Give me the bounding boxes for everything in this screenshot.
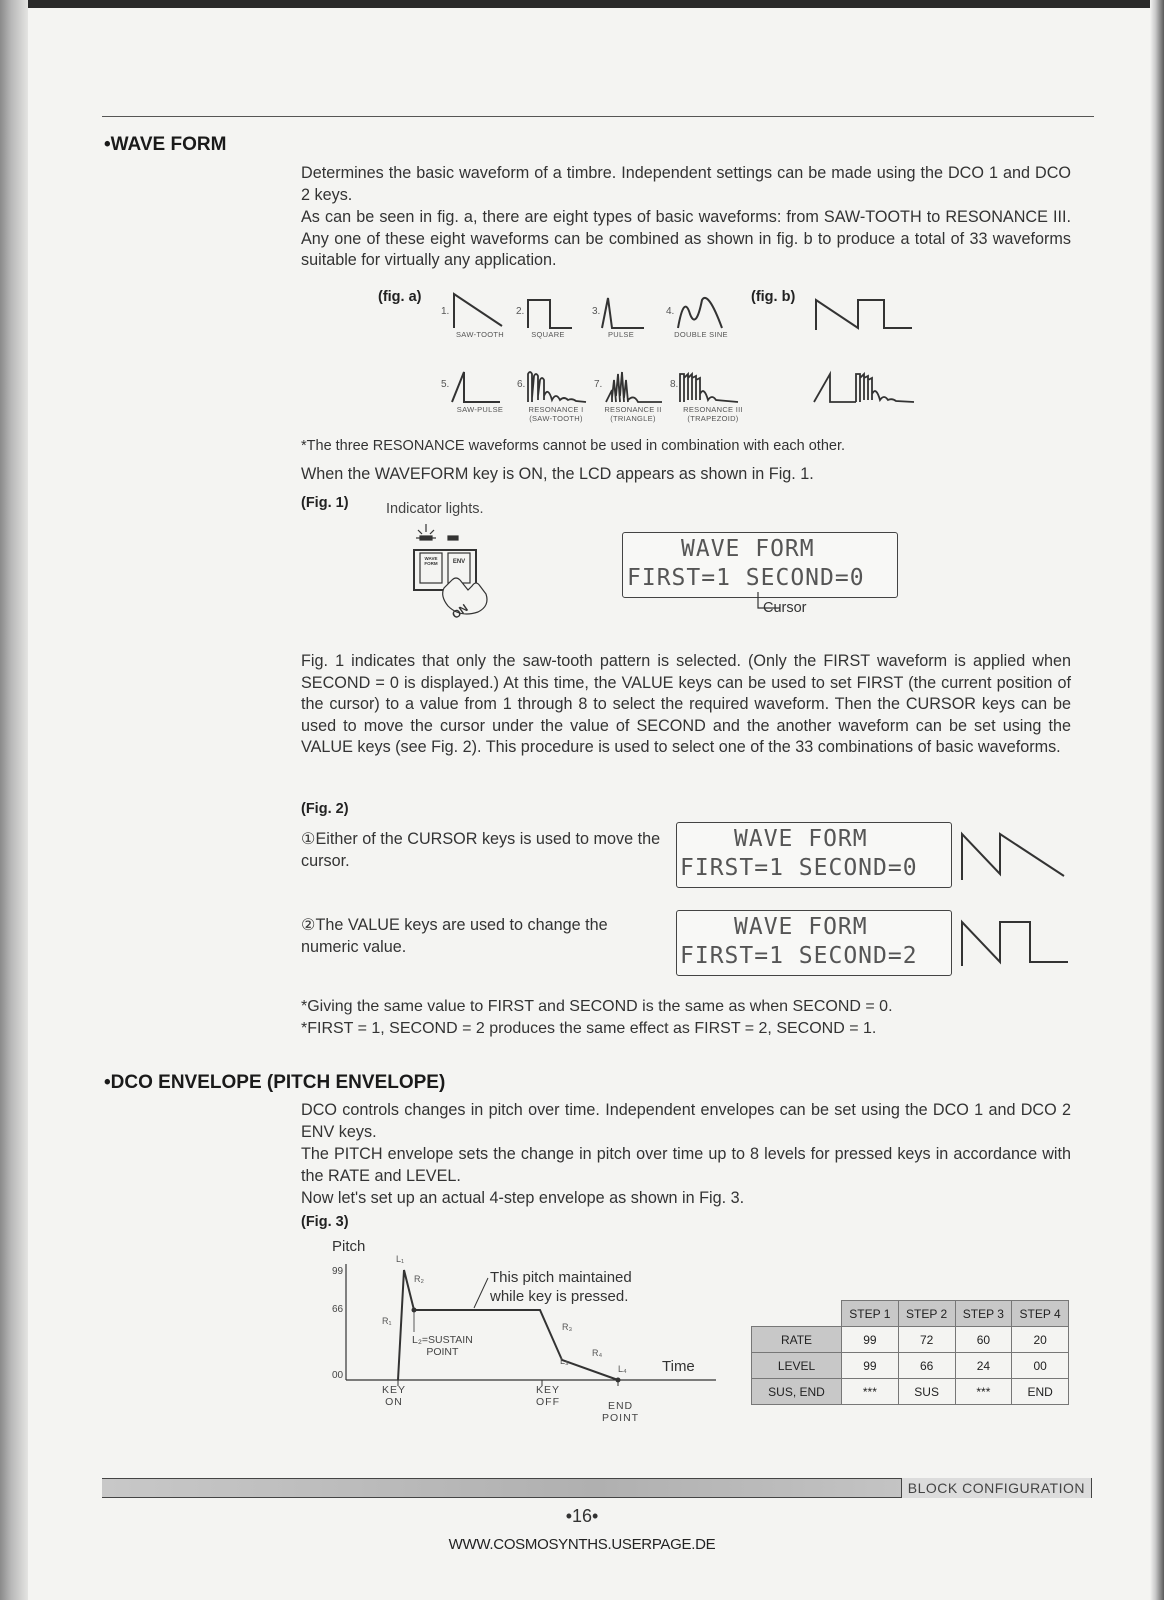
waveform-3-caption: PULSE	[607, 330, 635, 339]
waveform-2-caption: SQUARE	[531, 330, 565, 339]
saw-square-result-waveform-icon	[960, 918, 1070, 968]
table-header-cell: STEP 1	[842, 1301, 899, 1327]
page-left-shadow	[0, 0, 28, 1600]
dco-envelope-heading: •DCO ENVELOPE (PITCH ENVELOPE)	[104, 1072, 446, 1093]
table-header-row	[752, 1301, 1069, 1327]
waveform-8-caption-line2: (TRAPEZOID)	[687, 414, 739, 423]
waveform-1-number: 1.	[441, 306, 450, 317]
fig-1-label: (Fig. 1)	[301, 495, 349, 511]
graph-y-tick-99: 99	[332, 1266, 344, 1277]
lcd3-line1: WAVE FORM	[734, 914, 868, 940]
note-1: *Giving the same value to FIRST and SECOND is the same as when SECOND = 0.	[301, 998, 893, 1015]
sustain-annotation-line2: while key is pressed.	[490, 1288, 629, 1305]
table-cell: ***	[842, 1379, 899, 1405]
waveform-6-number: 6.	[517, 379, 526, 390]
block-configuration-label: BLOCK CONFIGURATION	[901, 1478, 1092, 1498]
table-cell: 66	[898, 1353, 955, 1379]
key-off-line2: OFF	[536, 1396, 560, 1408]
table-cell: 72	[898, 1327, 955, 1353]
lcd2-line1: WAVE FORM	[734, 826, 868, 852]
label-R4: R₄	[592, 1348, 603, 1358]
waveform-8-caption	[672, 405, 754, 423]
double-sine-wave-icon	[676, 294, 724, 330]
website-url: WWW.COSMOSYNTHS.USERPAGE.DE	[448, 1536, 716, 1553]
note-2: *FIRST = 1, SECOND = 2 produces the same effect as FIRST = 2, SECOND = 1.	[301, 1020, 877, 1037]
cursor-label: Cursor	[763, 600, 807, 616]
on-label: ON	[450, 602, 471, 622]
combined-waveform-icon	[814, 296, 914, 332]
table-header-cell: STEP 4	[1012, 1301, 1069, 1327]
lcd3-line2: FIRST=1 SECOND=2	[680, 943, 918, 969]
table-row-label: SUS, END	[752, 1379, 842, 1405]
combined-resonance-waveform-icon	[812, 370, 916, 404]
label-L3: L₃	[560, 1356, 569, 1366]
table-row	[752, 1327, 1069, 1353]
table-row-label: LEVEL	[752, 1353, 842, 1379]
table-cell: 60	[955, 1327, 1012, 1353]
table-cell: END	[1012, 1379, 1069, 1405]
sustain-point-line2: POINT	[426, 1346, 459, 1358]
top-rule	[102, 116, 1094, 117]
env-key-label: ENV	[452, 559, 466, 565]
lcd1-line2: FIRST=1 SECOND=0	[627, 565, 865, 591]
saw-pulse-wave-icon	[450, 368, 502, 404]
waveform-7-caption-line2: (TRIANGLE)	[610, 414, 656, 423]
page-right-shadow	[1150, 0, 1164, 1600]
wave-form-paragraph-1: Determines the basic waveform of a timbre. Independent settings can be made using the DCO 1 and DCO 2 keys.	[301, 164, 1071, 204]
dco-envelope-paragraph-1: DCO controls changes in pitch over time. Independent envelopes can be set using the DCO 1 and DCO 2 ENV keys.	[301, 1101, 1071, 1141]
waveform-7-caption-line1: RESONANCE II	[604, 405, 662, 414]
wave-form-paragraph-3: Fig. 1 indicates that only the saw-tooth pattern is selected. (Only the FIRST waveform is applied when SECOND = 0 is displayed.) At this time, the VALUE keys can be used to set FIRST (the current position of the cursor) to a value from 1 through 8 to select the required waveform. Then the CURSOR keys can be used to move the cursor under the value of SECOND and the another waveform can be set using the VALUE keys (see Fig. 2). This procedure is used to select one of the 33 combinations of basic waveforms.	[301, 652, 1071, 756]
square-wave-icon	[526, 296, 574, 330]
graph-y-tick-00: 00	[332, 1370, 344, 1381]
key-on-line1: KEY	[382, 1384, 407, 1396]
wave-form-key-label: WAVE FORM	[424, 556, 438, 566]
saw-tooth-wave-icon	[452, 290, 504, 330]
waveform-4-caption: DOUBLE SINE	[674, 330, 728, 339]
label-R2: R₂	[414, 1274, 424, 1284]
table-cell: 99	[842, 1327, 899, 1353]
page-number: •16•	[565, 1506, 599, 1526]
sustain-annotation	[490, 1268, 632, 1306]
table-header-cell: STEP 3	[955, 1301, 1012, 1327]
lcd1-line1: WAVE FORM	[681, 536, 815, 562]
label-R1: R₁	[382, 1316, 392, 1326]
sustain-point-label	[412, 1334, 473, 1358]
waveform-6-caption	[515, 405, 597, 423]
label-L1: L₁	[396, 1254, 405, 1264]
fig2-step-1-text: ①Either of the CURSOR keys is used to move the cursor.	[301, 830, 661, 870]
table-row	[752, 1353, 1069, 1379]
sustain-point-line1: L₂=SUSTAIN	[412, 1334, 473, 1346]
waveform-8-number: 8.	[670, 379, 679, 390]
end-point-label	[602, 1400, 639, 1424]
key-on-line2: ON	[385, 1396, 403, 1408]
lcd-intro-text: When the WAVEFORM key is ON, the LCD appears as shown in Fig. 1.	[301, 465, 814, 483]
waveform-4-number: 4.	[666, 306, 675, 317]
label-L4: L₄	[618, 1364, 627, 1374]
key-off-line1: KEY	[536, 1384, 561, 1396]
wave-form-paragraph-2: As can be seen in fig. a, there are eight types of basic waveforms: from SAW-TOOTH to RESONANCE III. Any one of these eight waveforms can be combined as shown in fig. b to produce a total of 33 waveforms suitable for virtually any application.	[301, 208, 1071, 269]
sustain-annotation-line1: This pitch maintained	[490, 1269, 632, 1286]
waveform-7-caption	[594, 405, 672, 423]
table-row-label: RATE	[752, 1327, 842, 1353]
resonance-saw-tooth-wave-icon	[526, 370, 588, 404]
fig2-step-2-text: ②The VALUE keys are used to change the numeric value.	[301, 916, 608, 956]
waveform-8-caption-line1: RESONANCE III	[683, 405, 743, 414]
table-cell: 20	[1012, 1327, 1069, 1353]
fig-2-label: (Fig. 2)	[301, 801, 349, 817]
fig-a-label: (fig. a)	[378, 289, 422, 305]
table-cell: SUS	[898, 1379, 955, 1405]
waveform-3-number: 3.	[592, 306, 601, 317]
waveform-5-caption: SAW-PULSE	[456, 405, 504, 414]
envelope-step-table	[751, 1300, 1069, 1405]
waveform-1-caption: SAW-TOOTH	[456, 330, 504, 339]
resonance-triangle-wave-icon	[604, 370, 664, 404]
top-edge	[0, 0, 1164, 8]
label-R3: R₃	[562, 1322, 573, 1332]
lcd-display-fig1	[622, 532, 898, 598]
waveform-6-caption-line2: (SAW-TOOTH)	[529, 414, 583, 423]
key-on-label	[382, 1384, 406, 1408]
graph-y-title: Pitch	[332, 1238, 366, 1255]
end-point-line2: POINT	[602, 1412, 640, 1424]
waveform-5-number: 5.	[441, 379, 450, 390]
indicator-lights-text: Indicator lights.	[386, 501, 484, 517]
end-point-line1: END	[607, 1400, 634, 1412]
table-cell: 24	[955, 1353, 1012, 1379]
table-row	[752, 1379, 1069, 1405]
table-header-cell: STEP 2	[898, 1301, 955, 1327]
waveform-2-number: 2.	[516, 306, 525, 317]
table-cell: ***	[955, 1379, 1012, 1405]
resonance-note: *The three RESONANCE waveforms cannot be used in combination with each other.	[301, 438, 846, 454]
pulse-wave-icon	[600, 294, 646, 330]
resonance-trapezoid-wave-icon	[678, 370, 740, 404]
saw-tooth-result-waveform-icon	[960, 830, 1066, 882]
dco-envelope-paragraph-3: Now let's set up an actual 4-step envelope as shown in Fig. 3.	[301, 1189, 745, 1207]
table-cell: 00	[1012, 1353, 1069, 1379]
table-header-corner	[752, 1301, 842, 1327]
waveform-6-caption-line1: RESONANCE I	[528, 405, 584, 414]
fig-3-label: (Fig. 3)	[301, 1214, 349, 1230]
lcd2-line2: FIRST=1 SECOND=0	[680, 855, 918, 881]
waveform-7-number: 7.	[594, 379, 603, 390]
table-cell: 99	[842, 1353, 899, 1379]
graph-x-title: Time	[662, 1358, 695, 1375]
key-off-label	[536, 1384, 560, 1408]
wave-form-heading: •WAVE FORM	[104, 134, 227, 155]
lcd-display-fig2-step1	[676, 822, 952, 888]
dco-envelope-paragraph-2: The PITCH envelope sets the change in pitch over time up to 8 levels for pressed keys in accordance with the RATE and LEVEL.	[301, 1145, 1071, 1185]
lcd-display-fig2-step2	[676, 910, 952, 976]
graph-y-tick-66: 66	[332, 1304, 344, 1315]
fig-b-label: (fig. b)	[751, 289, 796, 305]
